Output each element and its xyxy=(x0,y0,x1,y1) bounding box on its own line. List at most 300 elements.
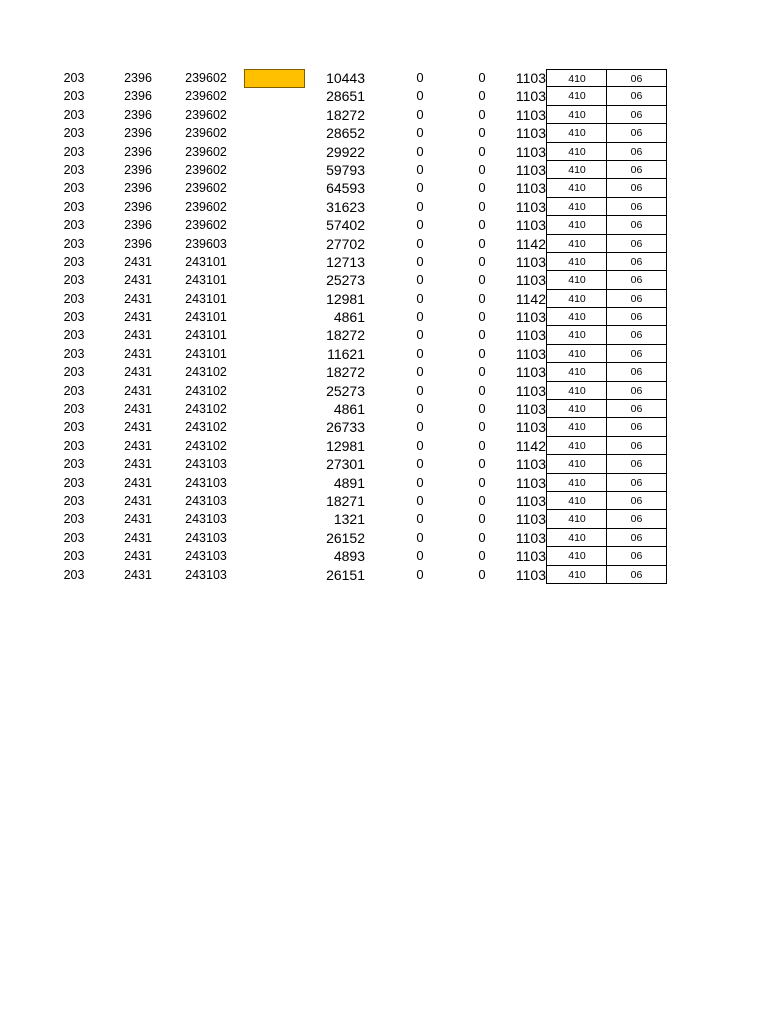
col-j-cell[interactable]: 06 xyxy=(606,418,667,436)
col-a-cell[interactable]: 203 xyxy=(63,162,85,177)
table-row xyxy=(0,547,768,565)
col-c-cell[interactable]: 239602 xyxy=(185,71,227,85)
col-d-cell[interactable] xyxy=(244,326,305,344)
col-e-cell[interactable]: 4891 xyxy=(333,474,365,491)
col-b-cell[interactable]: 2431 xyxy=(124,365,152,380)
col-f-cell[interactable]: 0 xyxy=(416,290,424,306)
col-b-cell[interactable]: 2431 xyxy=(124,420,152,435)
col-g-cell[interactable]: 0 xyxy=(478,198,486,214)
col-i-cell[interactable]: 410 xyxy=(546,106,607,124)
col-g-cell[interactable]: 0 xyxy=(478,70,486,85)
col-a-cell[interactable]: 203 xyxy=(63,310,85,325)
col-f-cell[interactable]: 0 xyxy=(416,529,424,545)
col-b-cell[interactable]: 2431 xyxy=(124,291,152,306)
col-c-cell[interactable]: 243101 xyxy=(185,254,227,269)
col-b-cell[interactable]: 2431 xyxy=(124,567,152,582)
col-b-cell[interactable]: 2431 xyxy=(124,530,152,545)
col-e-cell[interactable]: 4861 xyxy=(333,309,365,326)
col-j-cell[interactable]: 06 xyxy=(606,437,667,455)
col-g-cell[interactable]: 0 xyxy=(478,290,486,306)
col-e-cell[interactable]: 57402 xyxy=(326,217,365,234)
col-g-cell[interactable]: 0 xyxy=(478,492,486,508)
col-i-cell[interactable]: 410 xyxy=(546,418,607,436)
col-c-cell[interactable]: 239602 xyxy=(185,162,227,177)
col-b-cell[interactable]: 2396 xyxy=(124,71,152,85)
col-c-cell[interactable]: 243103 xyxy=(185,567,227,582)
col-j-cell[interactable]: 06 xyxy=(606,345,667,363)
col-i-cell[interactable]: 410 xyxy=(546,161,607,179)
col-f-cell[interactable]: 0 xyxy=(416,382,424,398)
col-f-cell[interactable]: 0 xyxy=(416,272,424,288)
table-row xyxy=(0,418,768,436)
table-row xyxy=(0,455,768,473)
col-g-cell[interactable]: 0 xyxy=(478,566,486,582)
col-d-cell[interactable] xyxy=(244,253,305,271)
table-row xyxy=(0,216,768,234)
col-a-cell[interactable]: 203 xyxy=(63,328,85,343)
col-f-cell[interactable]: 0 xyxy=(416,474,424,490)
col-c-cell[interactable]: 239602 xyxy=(185,107,227,122)
col-c-cell[interactable]: 243102 xyxy=(185,402,227,417)
col-d-cell[interactable] xyxy=(244,143,305,161)
col-b-cell[interactable]: 2431 xyxy=(124,493,152,508)
col-i-cell[interactable]: 410 xyxy=(546,308,607,326)
col-f-cell[interactable]: 0 xyxy=(416,548,424,564)
col-j-cell[interactable]: 06 xyxy=(606,87,667,105)
col-j-cell[interactable]: 06 xyxy=(606,474,667,492)
col-d-cell[interactable] xyxy=(244,400,305,418)
col-d-cell[interactable] xyxy=(244,566,305,584)
col-b-cell[interactable]: 2431 xyxy=(124,273,152,288)
col-h-cell[interactable]: 1103 xyxy=(515,253,546,270)
col-g-cell[interactable]: 0 xyxy=(478,143,486,159)
col-c-cell[interactable]: 239602 xyxy=(185,89,227,104)
col-g-cell[interactable]: 0 xyxy=(478,217,486,233)
col-d-cell[interactable] xyxy=(244,271,305,289)
col-a-cell[interactable]: 203 xyxy=(63,493,85,508)
col-a-cell[interactable]: 203 xyxy=(63,346,85,361)
col-j-cell[interactable]: 06 xyxy=(606,566,667,584)
col-e-cell[interactable]: 25273 xyxy=(326,382,365,399)
col-i-cell[interactable]: 410 xyxy=(546,400,607,418)
table-row xyxy=(0,87,768,105)
col-b-cell[interactable]: 2396 xyxy=(124,89,152,104)
col-i-cell[interactable]: 410 xyxy=(546,198,607,216)
col-c-cell[interactable]: 239602 xyxy=(185,218,227,233)
col-h-cell[interactable]: 1142 xyxy=(515,290,546,307)
col-j-cell[interactable]: 06 xyxy=(606,216,667,234)
col-g-cell[interactable]: 0 xyxy=(478,511,486,527)
col-i-cell[interactable]: 410 xyxy=(546,363,607,381)
col-h-cell[interactable]: 1103 xyxy=(515,345,546,362)
col-j-cell[interactable]: 06 xyxy=(606,382,667,400)
col-i-cell[interactable]: 410 xyxy=(546,271,607,289)
col-b-cell[interactable]: 2431 xyxy=(124,310,152,325)
table-row xyxy=(0,198,768,216)
col-a-cell[interactable]: 203 xyxy=(63,89,85,104)
col-j-cell[interactable]: 06 xyxy=(606,235,667,253)
col-j-cell[interactable]: 06 xyxy=(606,69,667,87)
col-j-cell[interactable]: 06 xyxy=(606,547,667,565)
col-h-cell[interactable]: 1103 xyxy=(515,70,546,86)
col-j-cell[interactable]: 06 xyxy=(606,290,667,308)
col-b-cell[interactable]: 2431 xyxy=(124,457,152,472)
col-i-cell[interactable]: 410 xyxy=(546,253,607,271)
col-f-cell[interactable]: 0 xyxy=(416,106,424,122)
col-b-cell[interactable]: 2431 xyxy=(124,383,152,398)
col-h-cell[interactable]: 1103 xyxy=(515,88,546,105)
col-a-cell[interactable]: 203 xyxy=(63,199,85,214)
col-c-cell[interactable]: 243103 xyxy=(185,475,227,490)
col-f-cell[interactable]: 0 xyxy=(416,309,424,325)
col-f-cell[interactable]: 0 xyxy=(416,253,424,269)
col-f-cell[interactable]: 0 xyxy=(416,235,424,251)
col-g-cell[interactable]: 0 xyxy=(478,456,486,472)
col-g-cell[interactable]: 0 xyxy=(478,419,486,435)
col-e-cell[interactable]: 18272 xyxy=(326,106,365,123)
col-i-cell[interactable]: 410 xyxy=(546,455,607,473)
col-h-cell[interactable]: 1103 xyxy=(515,161,546,178)
col-c-cell[interactable]: 239602 xyxy=(185,199,227,214)
highlighted-cell[interactable] xyxy=(244,69,305,88)
col-i-cell[interactable]: 410 xyxy=(546,382,607,400)
col-f-cell[interactable]: 0 xyxy=(416,437,424,453)
col-a-cell[interactable]: 203 xyxy=(63,420,85,435)
col-c-cell[interactable]: 243103 xyxy=(185,512,227,527)
col-a-cell[interactable]: 203 xyxy=(63,236,85,251)
col-b-cell[interactable]: 2431 xyxy=(124,475,152,490)
col-h-cell[interactable]: 1103 xyxy=(515,106,546,123)
col-b-cell[interactable]: 2396 xyxy=(124,181,152,196)
col-h-cell[interactable]: 1103 xyxy=(515,327,546,344)
table-row xyxy=(0,124,768,142)
col-e-cell[interactable]: 59793 xyxy=(326,161,365,178)
col-i-cell[interactable]: 410 xyxy=(546,69,607,87)
col-h-cell[interactable]: 1103 xyxy=(515,548,546,565)
col-i-cell[interactable]: 410 xyxy=(546,437,607,455)
table-row xyxy=(0,474,768,492)
col-e-cell[interactable]: 4893 xyxy=(333,548,365,565)
col-c-cell[interactable]: 243101 xyxy=(185,310,227,325)
col-g-cell[interactable]: 0 xyxy=(478,364,486,380)
col-b-cell[interactable]: 2396 xyxy=(124,144,152,159)
col-b-cell[interactable]: 2396 xyxy=(124,107,152,122)
col-g-cell[interactable]: 0 xyxy=(478,272,486,288)
col-f-cell[interactable]: 0 xyxy=(416,419,424,435)
col-h-cell[interactable]: 1103 xyxy=(515,529,546,546)
col-d-cell[interactable] xyxy=(244,124,305,142)
col-e-cell[interactable]: 1321 xyxy=(333,511,365,528)
col-f-cell[interactable]: 0 xyxy=(416,327,424,343)
col-d-cell[interactable] xyxy=(244,308,305,326)
col-b-cell[interactable]: 2431 xyxy=(124,438,152,453)
col-c-cell[interactable]: 243101 xyxy=(185,291,227,306)
col-h-cell[interactable]: 1103 xyxy=(515,198,546,215)
col-h-cell[interactable]: 1103 xyxy=(515,401,546,418)
col-h-cell[interactable]: 1103 xyxy=(515,419,546,436)
col-g-cell[interactable]: 0 xyxy=(478,88,486,104)
col-j-cell[interactable]: 06 xyxy=(606,271,667,289)
col-b-cell[interactable]: 2431 xyxy=(124,328,152,343)
col-c-cell[interactable]: 243103 xyxy=(185,549,227,564)
table-row xyxy=(0,253,768,271)
col-a-cell[interactable]: 203 xyxy=(63,218,85,233)
col-h-cell[interactable]: 1103 xyxy=(515,382,546,399)
col-c-cell[interactable]: 243101 xyxy=(185,328,227,343)
col-h-cell[interactable]: 1103 xyxy=(515,180,546,197)
col-d-cell[interactable] xyxy=(244,510,305,528)
col-g-cell[interactable]: 0 xyxy=(478,401,486,417)
col-i-cell[interactable]: 410 xyxy=(546,326,607,344)
col-f-cell[interactable]: 0 xyxy=(416,364,424,380)
table-row xyxy=(0,510,768,528)
col-i-cell[interactable]: 410 xyxy=(546,547,607,565)
col-c-cell[interactable]: 243103 xyxy=(185,493,227,508)
col-j-cell[interactable]: 06 xyxy=(606,326,667,344)
col-e-cell[interactable]: 4861 xyxy=(333,401,365,418)
col-h-cell[interactable]: 1103 xyxy=(515,364,546,381)
col-a-cell[interactable]: 203 xyxy=(63,144,85,159)
table-row xyxy=(0,69,768,87)
col-d-cell[interactable] xyxy=(244,87,305,105)
col-a-cell[interactable]: 203 xyxy=(63,107,85,122)
col-d-cell[interactable] xyxy=(244,106,305,124)
col-f-cell[interactable]: 0 xyxy=(416,125,424,141)
col-i-cell[interactable]: 410 xyxy=(546,216,607,234)
col-g-cell[interactable]: 0 xyxy=(478,125,486,141)
col-i-cell[interactable]: 410 xyxy=(546,290,607,308)
col-j-cell[interactable]: 06 xyxy=(606,400,667,418)
col-a-cell[interactable]: 203 xyxy=(63,475,85,490)
col-j-cell[interactable]: 06 xyxy=(606,253,667,271)
col-f-cell[interactable]: 0 xyxy=(416,217,424,233)
col-f-cell[interactable]: 0 xyxy=(416,492,424,508)
table-row xyxy=(0,492,768,510)
col-j-cell[interactable]: 06 xyxy=(606,161,667,179)
col-i-cell[interactable]: 410 xyxy=(546,87,607,105)
col-c-cell[interactable]: 239602 xyxy=(185,181,227,196)
col-j-cell[interactable]: 06 xyxy=(606,455,667,473)
col-g-cell[interactable]: 0 xyxy=(478,327,486,343)
col-f-cell[interactable]: 0 xyxy=(416,143,424,159)
col-c-cell[interactable]: 243102 xyxy=(185,365,227,380)
col-a-cell[interactable]: 203 xyxy=(63,530,85,545)
col-e-cell[interactable]: 27702 xyxy=(326,235,365,252)
table-row xyxy=(0,235,768,253)
col-c-cell[interactable]: 239602 xyxy=(185,126,227,141)
col-i-cell[interactable]: 410 xyxy=(546,235,607,253)
col-a-cell[interactable]: 203 xyxy=(63,126,85,141)
col-d-cell[interactable] xyxy=(244,418,305,436)
col-d-cell[interactable] xyxy=(244,235,305,253)
col-b-cell[interactable]: 2431 xyxy=(124,549,152,564)
col-e-cell[interactable]: 26152 xyxy=(326,529,365,546)
table-row xyxy=(0,161,768,179)
col-g-cell[interactable]: 0 xyxy=(478,253,486,269)
table-row xyxy=(0,400,768,418)
col-j-cell[interactable]: 06 xyxy=(606,198,667,216)
col-i-cell[interactable]: 410 xyxy=(546,474,607,492)
col-g-cell[interactable]: 0 xyxy=(478,106,486,122)
col-c-cell[interactable]: 239602 xyxy=(185,144,227,159)
col-f-cell[interactable]: 0 xyxy=(416,161,424,177)
col-f-cell[interactable]: 0 xyxy=(416,456,424,472)
col-h-cell[interactable]: 1103 xyxy=(515,474,546,491)
col-d-cell[interactable] xyxy=(244,492,305,510)
col-f-cell[interactable]: 0 xyxy=(416,401,424,417)
col-d-cell[interactable] xyxy=(244,363,305,381)
col-d-cell[interactable] xyxy=(244,455,305,473)
col-j-cell[interactable]: 06 xyxy=(606,308,667,326)
col-h-cell[interactable]: 1103 xyxy=(515,272,546,289)
col-g-cell[interactable]: 0 xyxy=(478,309,486,325)
col-g-cell[interactable]: 0 xyxy=(478,548,486,564)
col-b-cell[interactable]: 2431 xyxy=(124,402,152,417)
col-i-cell[interactable]: 410 xyxy=(546,492,607,510)
col-c-cell[interactable]: 243103 xyxy=(185,457,227,472)
col-i-cell[interactable]: 410 xyxy=(546,124,607,142)
col-g-cell[interactable]: 0 xyxy=(478,345,486,361)
col-f-cell[interactable]: 0 xyxy=(416,511,424,527)
col-i-cell[interactable]: 410 xyxy=(546,143,607,161)
col-a-cell[interactable]: 203 xyxy=(63,457,85,472)
col-e-cell[interactable]: 12981 xyxy=(326,437,365,454)
col-e-cell[interactable]: 26733 xyxy=(326,419,365,436)
table-row xyxy=(0,143,768,161)
table-row xyxy=(0,308,768,326)
col-e-cell[interactable]: 11621 xyxy=(327,345,365,362)
col-j-cell[interactable]: 06 xyxy=(606,179,667,197)
col-c-cell[interactable]: 243101 xyxy=(185,273,227,288)
col-f-cell[interactable]: 0 xyxy=(416,70,424,85)
col-c-cell[interactable]: 243101 xyxy=(185,346,227,361)
col-a-cell[interactable]: 203 xyxy=(63,273,85,288)
col-e-cell[interactable]: 10443 xyxy=(326,70,365,86)
col-h-cell[interactable]: 1142 xyxy=(515,235,546,252)
col-i-cell[interactable]: 410 xyxy=(546,510,607,528)
col-c-cell[interactable]: 239603 xyxy=(185,236,227,251)
table-row xyxy=(0,437,768,455)
table-row xyxy=(0,529,768,547)
col-e-cell[interactable]: 29922 xyxy=(326,143,365,160)
col-j-cell[interactable]: 06 xyxy=(606,510,667,528)
col-c-cell[interactable]: 243103 xyxy=(185,530,227,545)
col-b-cell[interactable]: 2396 xyxy=(124,126,152,141)
col-g-cell[interactable]: 0 xyxy=(478,437,486,453)
col-b-cell[interactable]: 2396 xyxy=(124,199,152,214)
col-e-cell[interactable]: 27301 xyxy=(326,456,365,473)
col-h-cell[interactable]: 1103 xyxy=(515,492,546,509)
col-i-cell[interactable]: 410 xyxy=(546,529,607,547)
col-j-cell[interactable]: 06 xyxy=(606,143,667,161)
col-f-cell[interactable]: 0 xyxy=(416,566,424,582)
col-b-cell[interactable]: 2396 xyxy=(124,236,152,251)
col-c-cell[interactable]: 243102 xyxy=(185,383,227,398)
col-a-cell[interactable]: 203 xyxy=(63,402,85,417)
col-d-cell[interactable] xyxy=(244,529,305,547)
col-e-cell[interactable]: 12981 xyxy=(326,290,365,307)
col-e-cell[interactable]: 18272 xyxy=(326,364,365,381)
col-d-cell[interactable] xyxy=(244,345,305,363)
col-a-cell[interactable]: 203 xyxy=(63,383,85,398)
col-a-cell[interactable]: 203 xyxy=(63,549,85,564)
col-e-cell[interactable]: 28652 xyxy=(326,125,365,142)
col-e-cell[interactable]: 64593 xyxy=(326,180,365,197)
col-j-cell[interactable]: 06 xyxy=(606,124,667,142)
col-a-cell[interactable]: 203 xyxy=(63,181,85,196)
col-j-cell[interactable]: 06 xyxy=(606,106,667,124)
col-g-cell[interactable]: 0 xyxy=(478,474,486,490)
col-e-cell[interactable]: 12713 xyxy=(326,253,365,270)
col-b-cell[interactable]: 2431 xyxy=(124,254,152,269)
col-f-cell[interactable]: 0 xyxy=(416,198,424,214)
col-j-cell[interactable]: 06 xyxy=(606,363,667,381)
col-a-cell[interactable]: 203 xyxy=(63,71,85,85)
col-e-cell[interactable]: 28651 xyxy=(326,88,365,105)
col-b-cell[interactable]: 2431 xyxy=(124,346,152,361)
col-i-cell[interactable]: 410 xyxy=(546,345,607,363)
col-i-cell[interactable]: 410 xyxy=(546,179,607,197)
col-e-cell[interactable]: 18272 xyxy=(326,327,365,344)
col-h-cell[interactable]: 1103 xyxy=(515,217,546,234)
col-a-cell[interactable]: 203 xyxy=(63,291,85,306)
col-b-cell[interactable]: 2396 xyxy=(124,162,152,177)
col-d-cell[interactable] xyxy=(244,216,305,234)
col-j-cell[interactable]: 06 xyxy=(606,529,667,547)
col-d-cell[interactable] xyxy=(244,382,305,400)
col-h-cell[interactable]: 1103 xyxy=(515,125,546,142)
col-g-cell[interactable]: 0 xyxy=(478,161,486,177)
col-g-cell[interactable]: 0 xyxy=(478,235,486,251)
col-c-cell[interactable]: 243102 xyxy=(185,420,227,435)
col-d-cell[interactable] xyxy=(244,198,305,216)
col-e-cell[interactable]: 31623 xyxy=(326,198,365,215)
col-h-cell[interactable]: 1103 xyxy=(515,456,546,473)
col-h-cell[interactable]: 1103 xyxy=(515,566,546,583)
col-a-cell[interactable]: 203 xyxy=(63,567,85,582)
col-a-cell[interactable]: 203 xyxy=(63,365,85,380)
col-d-cell[interactable] xyxy=(244,474,305,492)
col-a-cell[interactable]: 203 xyxy=(63,254,85,269)
col-h-cell[interactable]: 1142 xyxy=(515,437,546,454)
col-h-cell[interactable]: 1103 xyxy=(515,511,546,528)
col-c-cell[interactable]: 243102 xyxy=(185,438,227,453)
col-d-cell[interactable] xyxy=(244,547,305,565)
col-b-cell[interactable]: 2431 xyxy=(124,512,152,527)
col-b-cell[interactable]: 2396 xyxy=(124,218,152,233)
col-g-cell[interactable]: 0 xyxy=(478,180,486,196)
col-f-cell[interactable]: 0 xyxy=(416,180,424,196)
col-i-cell[interactable]: 410 xyxy=(546,566,607,584)
col-a-cell[interactable]: 203 xyxy=(63,512,85,527)
col-h-cell[interactable]: 1103 xyxy=(515,309,546,326)
col-f-cell[interactable]: 0 xyxy=(416,88,424,104)
col-g-cell[interactable]: 0 xyxy=(478,382,486,398)
col-d-cell[interactable] xyxy=(244,161,305,179)
col-e-cell[interactable]: 18271 xyxy=(326,492,365,509)
col-h-cell[interactable]: 1103 xyxy=(515,143,546,160)
col-e-cell[interactable]: 26151 xyxy=(326,566,365,583)
table-row xyxy=(0,566,768,584)
col-g-cell[interactable]: 0 xyxy=(478,529,486,545)
col-e-cell[interactable]: 25273 xyxy=(326,272,365,289)
col-d-cell[interactable] xyxy=(244,290,305,308)
col-d-cell[interactable] xyxy=(244,437,305,455)
col-f-cell[interactable]: 0 xyxy=(416,345,424,361)
col-d-cell[interactable] xyxy=(244,179,305,197)
col-a-cell[interactable]: 203 xyxy=(63,438,85,453)
col-j-cell[interactable]: 06 xyxy=(606,492,667,510)
